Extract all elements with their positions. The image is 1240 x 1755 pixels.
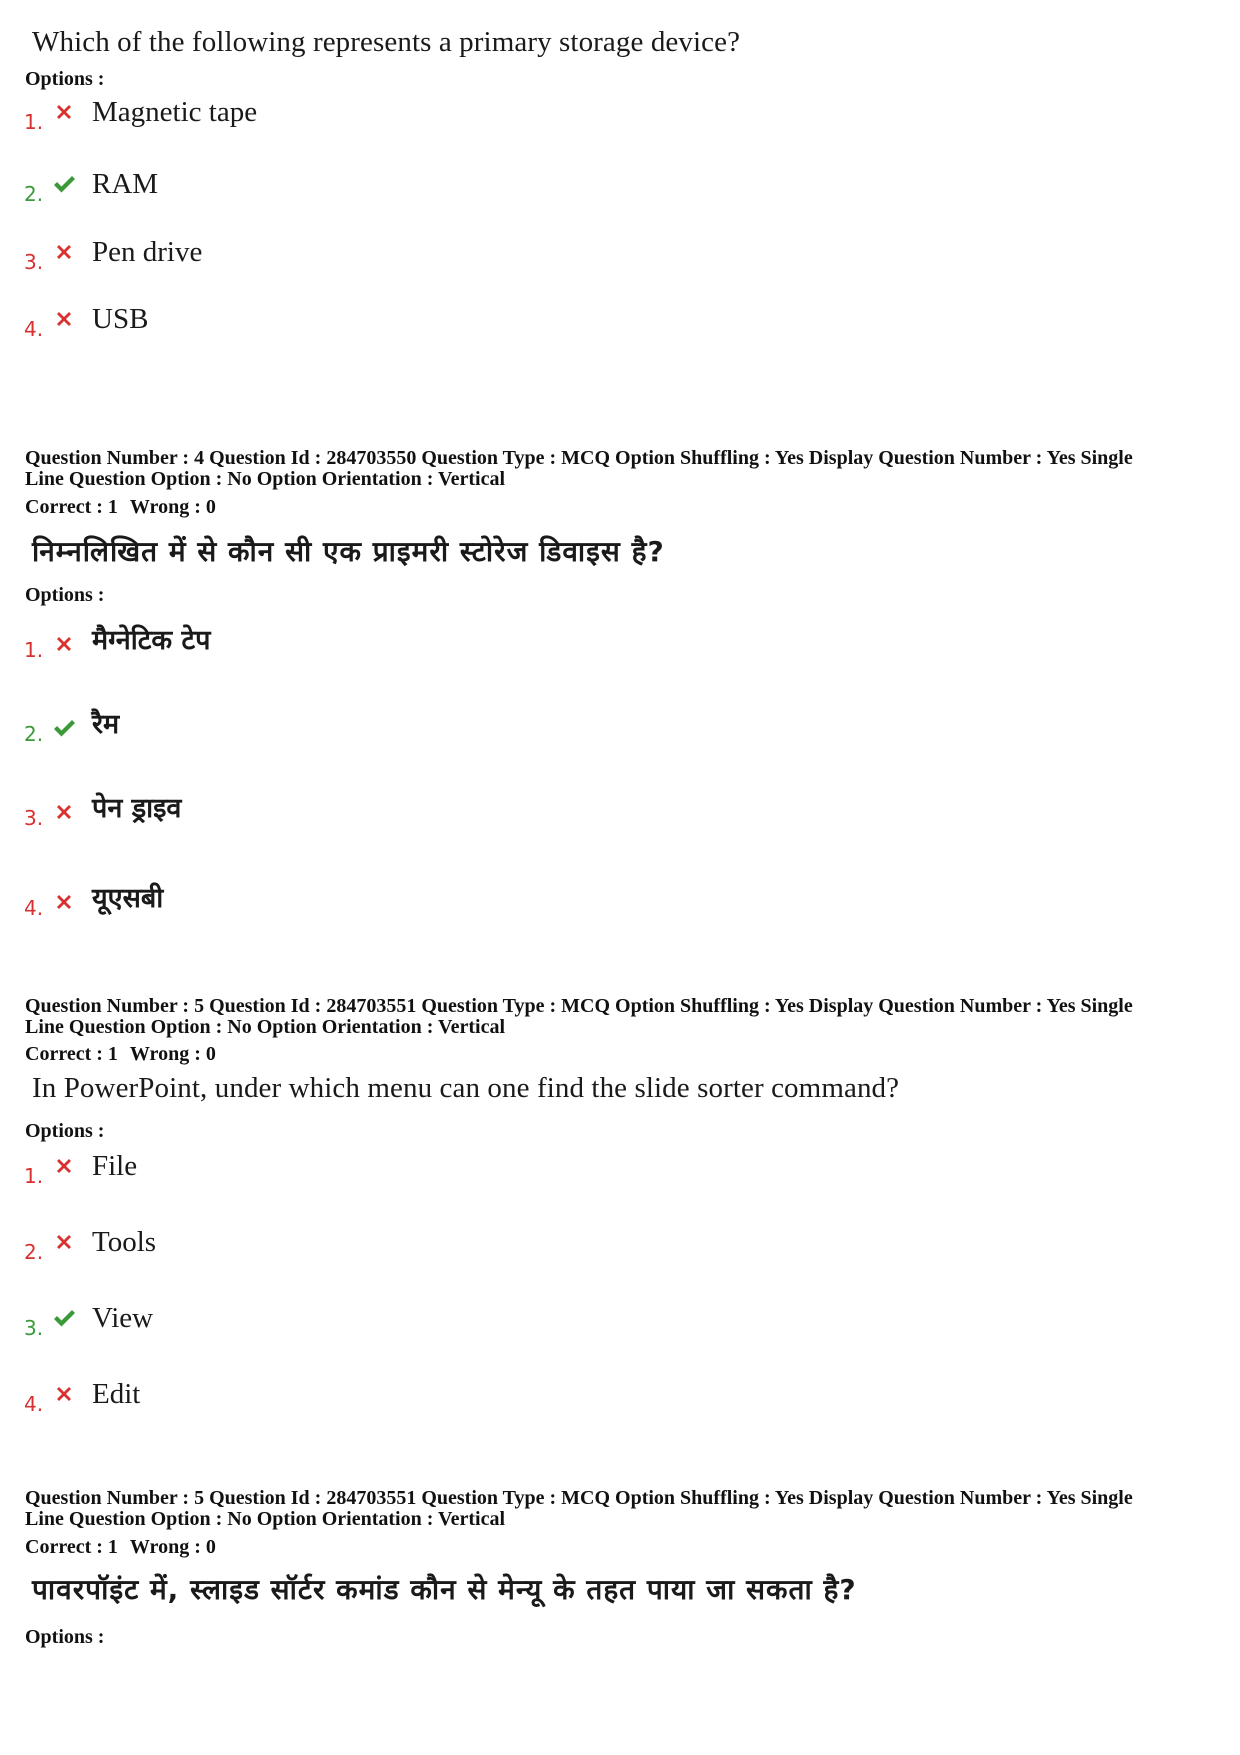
question-text: In PowerPoint, under which menu can one find the slide sorter command? <box>32 1072 900 1104</box>
option-text: Magnetic tape <box>92 96 258 128</box>
question-text: पावरपॉइंट में, स्लाइड सॉर्टर कमांड कौन से मेन्यू के तहत पाया जा सकता है? <box>32 1573 857 1606</box>
cross-icon <box>52 100 76 124</box>
option-number: 2. <box>24 182 44 206</box>
score-line <box>25 1043 228 1066</box>
meta-line: Line Question Option : No Option Orientation : Vertical <box>25 1016 506 1038</box>
question-text: निम्नलिखित में से कौन सी एक प्राइमरी स्टोरेज डिवाइस है? <box>32 535 665 568</box>
question-meta <box>25 1488 1225 1530</box>
option-3 <box>24 1302 724 1342</box>
option-number: 4. <box>24 317 44 341</box>
correct-marks: Correct : 1 <box>25 496 118 518</box>
option-4 <box>24 1378 724 1418</box>
option-text: RAM <box>92 168 159 200</box>
option-number: 3. <box>24 1316 44 1340</box>
option-text: Pen drive <box>92 236 203 268</box>
option-text: USB <box>92 303 149 335</box>
question-meta <box>25 448 1225 490</box>
wrong-marks: Wrong : 0 <box>129 496 216 518</box>
check-icon <box>52 172 76 196</box>
correct-marks: Correct : 1 <box>25 1536 118 1558</box>
meta-line: Question Number : 5 Question Id : 284703551 Question Type : MCQ Option Shuffling : Yes Display Question Number : Yes Single <box>25 1487 1133 1509</box>
score-line <box>25 496 228 519</box>
options-label: Options : <box>25 1626 105 1648</box>
cross-icon <box>52 632 76 656</box>
check-icon <box>52 716 76 740</box>
wrong-marks: Wrong : 0 <box>129 1536 216 1558</box>
cross-icon <box>52 240 76 264</box>
meta-line: Line Question Option : No Option Orientation : Vertical <box>25 1508 506 1530</box>
options-label: Options : <box>25 68 105 90</box>
option-number: 3. <box>24 806 44 830</box>
option-text: रैम <box>92 709 120 740</box>
meta-line: Line Question Option : No Option Orientation : Vertical <box>25 468 506 490</box>
check-icon <box>52 1306 76 1330</box>
cross-icon <box>52 1382 76 1406</box>
option-4 <box>24 303 724 343</box>
option-2 <box>24 704 724 744</box>
option-text: File <box>92 1150 138 1182</box>
correct-marks: Correct : 1 <box>25 1043 118 1065</box>
option-number: 3. <box>24 250 44 274</box>
option-text: Edit <box>92 1378 141 1410</box>
option-text: पेन ड्राइव <box>92 793 182 824</box>
option-2 <box>24 168 724 208</box>
score-line <box>25 1536 228 1559</box>
option-text: Tools <box>92 1226 157 1258</box>
option-text: मैग्नेटिक टेप <box>92 625 211 656</box>
meta-line: Question Number : 5 Question Id : 284703551 Question Type : MCQ Option Shuffling : Yes Display Question Number : Yes Single <box>25 995 1133 1017</box>
option-number: 2. <box>24 722 44 746</box>
cross-icon <box>52 1154 76 1178</box>
option-4 <box>24 878 724 918</box>
question-text: Which of the following represents a primary storage device? <box>32 26 741 58</box>
question-meta <box>25 996 1225 1038</box>
option-number: 4. <box>24 1392 44 1416</box>
options-label: Options : <box>25 584 105 606</box>
option-number: 1. <box>24 638 44 662</box>
cross-icon <box>52 800 76 824</box>
option-number: 2. <box>24 1240 44 1264</box>
cross-icon <box>52 1230 76 1254</box>
option-1 <box>24 620 724 660</box>
option-text: View <box>92 1302 154 1334</box>
options-label: Options : <box>25 1120 105 1142</box>
option-1 <box>24 1150 724 1190</box>
option-number: 4. <box>24 896 44 920</box>
option-1 <box>24 96 724 136</box>
option-3 <box>24 788 724 828</box>
option-3 <box>24 236 724 276</box>
option-text: यूएसबी <box>92 883 164 914</box>
option-number: 1. <box>24 110 44 134</box>
cross-icon <box>52 307 76 331</box>
meta-line: Question Number : 4 Question Id : 284703550 Question Type : MCQ Option Shuffling : Yes Display Question Number : Yes Single <box>25 447 1133 469</box>
cross-icon <box>52 890 76 914</box>
wrong-marks: Wrong : 0 <box>129 1043 216 1065</box>
option-number: 1. <box>24 1164 44 1188</box>
option-2 <box>24 1226 724 1266</box>
